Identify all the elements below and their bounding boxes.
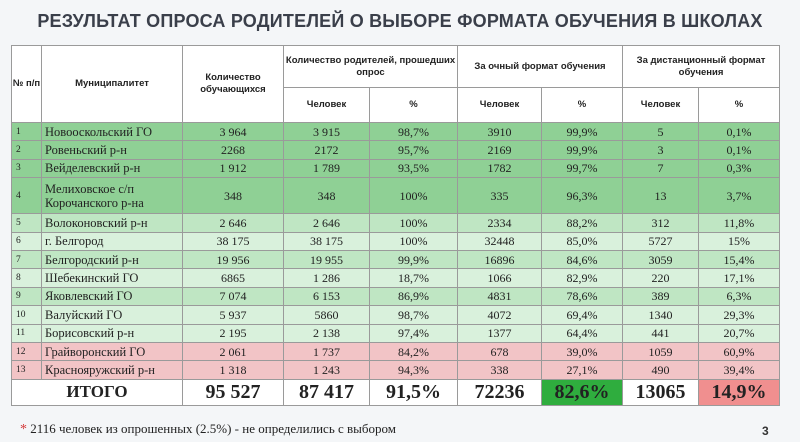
footnote-text: 2116 человек из опрошенных (2.5%) - не определились с выбором: [30, 421, 396, 436]
table-row: [12, 287, 780, 305]
row-number: 1: [12, 123, 42, 141]
row-students: 1 912: [183, 159, 284, 177]
table-row: [12, 123, 780, 141]
row-remote: 1059: [623, 342, 699, 360]
table-row: [12, 324, 780, 342]
row-surveyed-percent: 93,5%: [370, 159, 458, 177]
row-surveyed-percent: 97,4%: [370, 324, 458, 342]
row-students: 5 937: [183, 306, 284, 324]
row-students: 2268: [183, 141, 284, 159]
header-remote-people: Человек: [623, 88, 699, 123]
row-municipality: Новооскольский ГО: [42, 123, 183, 141]
row-remote-percent: 15%: [699, 232, 780, 250]
row-in-person: 1377: [458, 324, 542, 342]
row-surveyed: 1 789: [284, 159, 370, 177]
row-in-person-percent: 64,4%: [542, 324, 623, 342]
row-municipality: Яковлевский ГО: [42, 287, 183, 305]
row-number: 11: [12, 324, 42, 342]
row-in-person: 4072: [458, 306, 542, 324]
table-row: [12, 342, 780, 360]
row-in-person: 3910: [458, 123, 542, 141]
row-number: 9: [12, 287, 42, 305]
row-number: 2: [12, 141, 42, 159]
row-surveyed-percent: 100%: [370, 178, 458, 214]
row-number: 6: [12, 232, 42, 250]
header-remote: За дистанционный формат обучения: [623, 46, 780, 88]
row-remote: 7: [623, 159, 699, 177]
row-number: 3: [12, 159, 42, 177]
row-remote: 13: [623, 178, 699, 214]
row-remote-percent: 11,8%: [699, 214, 780, 232]
row-remote: 312: [623, 214, 699, 232]
row-surveyed-percent: 86,9%: [370, 287, 458, 305]
total-label: ИТОГО: [12, 379, 183, 405]
row-municipality: Вейделевский р-н: [42, 159, 183, 177]
row-remote-percent: 20,7%: [699, 324, 780, 342]
row-municipality: Волоконовский р-н: [42, 214, 183, 232]
row-in-person-percent: 99,7%: [542, 159, 623, 177]
table-body: [12, 123, 780, 380]
row-in-person-percent: 78,6%: [542, 287, 623, 305]
row-surveyed: 348: [284, 178, 370, 214]
row-remote-percent: 39,4%: [699, 361, 780, 379]
row-in-person: 16896: [458, 250, 542, 268]
survey-results-table: [11, 45, 780, 406]
row-in-person: 2169: [458, 141, 542, 159]
total-in-person-percent: 82,6%: [542, 379, 623, 405]
row-students: 2 195: [183, 324, 284, 342]
row-remote-percent: 60,9%: [699, 342, 780, 360]
header-surveyed: Количество родителей, прошедших опрос: [284, 46, 458, 88]
row-surveyed: 38 175: [284, 232, 370, 250]
row-surveyed: 2 138: [284, 324, 370, 342]
row-municipality: Борисовский р-н: [42, 324, 183, 342]
row-surveyed: 1 243: [284, 361, 370, 379]
row-in-person: 4831: [458, 287, 542, 305]
row-surveyed: 2172: [284, 141, 370, 159]
row-municipality: Грайворонский ГО: [42, 342, 183, 360]
table-row: [12, 269, 780, 287]
row-surveyed: 2 646: [284, 214, 370, 232]
row-surveyed-percent: 98,7%: [370, 306, 458, 324]
row-number: 13: [12, 361, 42, 379]
row-remote-percent: 29,3%: [699, 306, 780, 324]
row-in-person-percent: 99,9%: [542, 123, 623, 141]
row-in-person-percent: 69,4%: [542, 306, 623, 324]
header-surveyed-people: Человек: [284, 88, 370, 123]
header-students: Количество обучающихся: [183, 46, 284, 123]
row-in-person: 678: [458, 342, 542, 360]
row-surveyed-percent: 84,2%: [370, 342, 458, 360]
total-in-person: 72236: [458, 379, 542, 405]
row-number: 4: [12, 178, 42, 214]
page-number: 3: [762, 424, 769, 438]
total-students: 95 527: [183, 379, 284, 405]
row-in-person: 335: [458, 178, 542, 214]
row-remote-percent: 6,3%: [699, 287, 780, 305]
table-row: [12, 232, 780, 250]
total-surveyed: 87 417: [284, 379, 370, 405]
row-remote-percent: 0,1%: [699, 141, 780, 159]
table-row: [12, 159, 780, 177]
row-surveyed-percent: 99,9%: [370, 250, 458, 268]
row-remote-percent: 15,4%: [699, 250, 780, 268]
row-students: 6865: [183, 269, 284, 287]
table-row: [12, 178, 780, 214]
header-in-person-people: Человек: [458, 88, 542, 123]
row-municipality: г. Белгород: [42, 232, 183, 250]
row-number: 8: [12, 269, 42, 287]
footnote-asterisk: *: [20, 422, 27, 437]
row-number: 12: [12, 342, 42, 360]
row-remote-percent: 17,1%: [699, 269, 780, 287]
page-title: РЕЗУЛЬТАТ ОПРОСА РОДИТЕЛЕЙ О ВЫБОРЕ ФОРМАТА ОБУЧЕНИЯ В ШКОЛАХ: [37, 11, 763, 31]
row-students: 2 061: [183, 342, 284, 360]
row-remote: 3059: [623, 250, 699, 268]
row-remote-percent: 0,3%: [699, 159, 780, 177]
row-municipality: Краснояружский р-н: [42, 361, 183, 379]
row-surveyed-percent: 95,7%: [370, 141, 458, 159]
row-students: 1 318: [183, 361, 284, 379]
row-remote-percent: 3,7%: [699, 178, 780, 214]
row-surveyed: 1 286: [284, 269, 370, 287]
row-in-person-percent: 85,0%: [542, 232, 623, 250]
row-in-person: 1066: [458, 269, 542, 287]
row-in-person-percent: 39,0%: [542, 342, 623, 360]
header-in-person: За очный формат обучения: [458, 46, 623, 88]
header-remote-percent: %: [699, 88, 780, 123]
row-in-person-percent: 88,2%: [542, 214, 623, 232]
header-in-person-percent: %: [542, 88, 623, 123]
table-row: [12, 361, 780, 379]
row-remote: 5727: [623, 232, 699, 250]
row-surveyed: 5860: [284, 306, 370, 324]
row-students: 19 956: [183, 250, 284, 268]
row-in-person: 32448: [458, 232, 542, 250]
row-students: 38 175: [183, 232, 284, 250]
row-surveyed: 19 955: [284, 250, 370, 268]
row-surveyed-percent: 100%: [370, 214, 458, 232]
row-remote: 220: [623, 269, 699, 287]
row-in-person-percent: 27,1%: [542, 361, 623, 379]
row-remote: 490: [623, 361, 699, 379]
header-surveyed-percent: %: [370, 88, 458, 123]
row-in-person-percent: 84,6%: [542, 250, 623, 268]
row-students: 3 964: [183, 123, 284, 141]
row-surveyed: 3 915: [284, 123, 370, 141]
row-in-person-percent: 96,3%: [542, 178, 623, 214]
row-students: 348: [183, 178, 284, 214]
total-row: [12, 379, 780, 405]
row-number: 10: [12, 306, 42, 324]
row-number: 5: [12, 214, 42, 232]
row-surveyed: 1 737: [284, 342, 370, 360]
row-students: 7 074: [183, 287, 284, 305]
row-remote: 3: [623, 141, 699, 159]
row-surveyed: 6 153: [284, 287, 370, 305]
row-remote-percent: 0,1%: [699, 123, 780, 141]
header-number: № п/п: [12, 46, 42, 123]
row-surveyed-percent: 94,3%: [370, 361, 458, 379]
row-in-person: 2334: [458, 214, 542, 232]
total-remote: 13065: [623, 379, 699, 405]
row-remote: 1340: [623, 306, 699, 324]
row-remote: 389: [623, 287, 699, 305]
footnote: [20, 421, 396, 438]
row-in-person: 1782: [458, 159, 542, 177]
row-in-person-percent: 99,9%: [542, 141, 623, 159]
row-remote: 5: [623, 123, 699, 141]
row-students: 2 646: [183, 214, 284, 232]
row-surveyed-percent: 98,7%: [370, 123, 458, 141]
row-surveyed-percent: 100%: [370, 232, 458, 250]
table-row: [12, 214, 780, 232]
row-municipality: Мелиховское с/п Корочанского р-на: [42, 178, 183, 214]
total-remote-percent: 14,9%: [699, 379, 780, 405]
row-number: 7: [12, 250, 42, 268]
row-remote: 441: [623, 324, 699, 342]
row-municipality: Валуйский ГО: [42, 306, 183, 324]
row-in-person: 338: [458, 361, 542, 379]
table-row: [12, 250, 780, 268]
row-municipality: Белгородский р-н: [42, 250, 183, 268]
table-row: [12, 141, 780, 159]
row-municipality: Ровеньский р-н: [42, 141, 183, 159]
row-municipality: Шебекинский ГО: [42, 269, 183, 287]
row-in-person-percent: 82,9%: [542, 269, 623, 287]
table-row: [12, 306, 780, 324]
row-surveyed-percent: 18,7%: [370, 269, 458, 287]
total-surveyed-percent: 91,5%: [370, 379, 458, 405]
header-municipality: Муниципалитет: [42, 46, 183, 123]
